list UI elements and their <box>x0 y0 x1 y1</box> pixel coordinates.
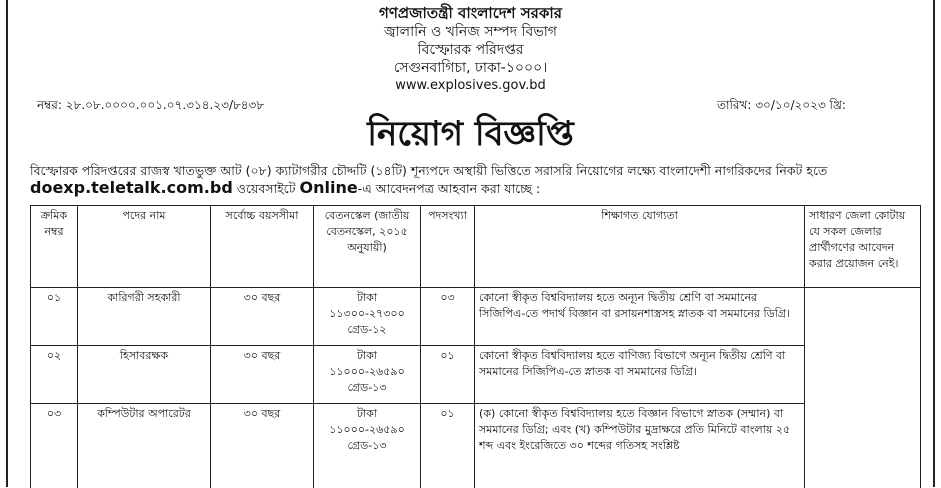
row-count: ০১ <box>421 404 475 488</box>
online-label: Online <box>299 178 358 197</box>
row-age: ৩০ বছর <box>211 346 314 404</box>
row-qualification: (ক) কোনো স্বীকৃত বিশ্ববিদ্যালয় হতে বিজ্ঞান বিভাগে স্নাতক (সম্মান) বা সমমানের ডিগ্রি; এবং (খ) কম্পিউটার মুদ্রাক্ষরে প্রতি মিনিটে বাংলায় ২৫ শব্দ এবং ইংরেজিতে ৩০ শব্দের গতিসহ সংশ্লিষ্ট <box>475 404 805 488</box>
intro-text-2: ওয়েবসাইটে <box>236 181 296 196</box>
intro-paragraph <box>30 162 910 197</box>
header-qualification: শিক্ষাগত যোগ্যতা <box>475 206 805 288</box>
table-header-row <box>31 206 921 288</box>
govt-name: গণপ্রজাতন্ত্রী বাংলাদেশ সরকার <box>379 4 562 22</box>
row-post: কারিগরী সহকারী <box>78 288 211 346</box>
row-age: ৩০ বছর <box>211 288 314 346</box>
row-serial: ০৩ <box>31 404 78 488</box>
note-cell <box>805 288 921 488</box>
row-pay: টাকা ১১৩০০-২৭৩০০ গ্রেড-১২ <box>314 288 421 346</box>
intro-text-3: -এ আবেদনপত্র আহবান করা যাচ্ছে : <box>357 181 541 196</box>
row-serial: ০২ <box>31 346 78 404</box>
table-row <box>31 346 921 404</box>
header-note: সাধারণ জেলা কোটায় যে সকল জেলার প্রার্থীগণের আবেদন করার প্রয়োজন নেই। <box>805 206 921 288</box>
row-post: কম্পিউটার অপারেটর <box>78 404 211 488</box>
teletalk-site-link[interactable]: doexp.teletalk.com.bd <box>30 178 233 197</box>
row-qualification: কোনো স্বীকৃত বিশ্ববিদ্যালয় হতে বাণিজ্য বিভাগে অন্যূন দ্বিতীয় শ্রেণি বা সমমানের সিজিপিএ-তে স্নাতক বা সমমানের ডিগ্রি। <box>475 346 805 404</box>
header-serial: ক্রমিক নম্বর <box>31 206 78 288</box>
division-name: জ্বালানি ও খনিজ সম্পদ বিভাগ <box>383 24 557 40</box>
website-link[interactable]: www.explosives.gov.bd <box>395 78 546 93</box>
address: সেগুনবাগিচা, ঢাকা-১০০০। <box>393 60 548 76</box>
row-pay: টাকা ১১০০০-২৬৫৯০ গ্রেড-১৩ <box>314 346 421 404</box>
row-count: ০৩ <box>421 288 475 346</box>
row-count: ০১ <box>421 346 475 404</box>
vacancy-table <box>30 205 921 488</box>
row-serial: ০১ <box>31 288 78 346</box>
header-age: সর্বোচ্চ বয়সসীমা <box>211 206 314 288</box>
row-post: হিসাবরক্ষক <box>78 346 211 404</box>
intro-text-1: বিস্ফোরক পরিদপ্তরের রাজস্ব খাতভুক্ত আট (০৮) ক্যাটাগরীর চৌদ্দটি (১৪টি) শূন্যপদে অস্থায়ী ভিত্তিতে সরাসরি নিয়োগের লক্ষ্যে বাংলাদেশী নাগরিকদের নিকট হতে <box>30 163 828 178</box>
row-qualification: কোনো স্বীকৃত বিশ্ববিদ্যালয় হতে অন্যূন দ্বিতীয় শ্রেণি বা সমমানের সিজিপিএ-তে পদার্থ বিজ্ঞান বা রসায়নশাস্ত্রসহ স্নাতক বা সমমানের ডিগ্রি। <box>475 288 805 346</box>
table-row <box>31 404 921 488</box>
notice-date: তারিখ: ৩০/১০/২০২৩ খ্রি: <box>717 98 846 112</box>
page-title: নিয়োগ বিজ্ঞপ্তি <box>367 114 574 154</box>
header-post: পদের নাম <box>78 206 211 288</box>
row-pay: টাকা ১১০০০-২৬৫৯০ গ্রেড-১৩ <box>314 404 421 488</box>
header-pay: বেতনস্কেল (জাতীয় বেতনস্কেল, ২০১৫ অনুযায়ী) <box>314 206 421 288</box>
row-age: ৩০ বছর <box>211 404 314 488</box>
header-count: পদসংখ্যা <box>421 206 475 288</box>
department-name: বিস্ফোরক পরিদপ্তর <box>417 42 524 58</box>
reference-number: নম্বর: ২৮.০৮.০০০০.০০১.০৭.৩১৪.২৩/৮৪৩৮ <box>37 98 265 112</box>
table-row <box>31 288 921 346</box>
